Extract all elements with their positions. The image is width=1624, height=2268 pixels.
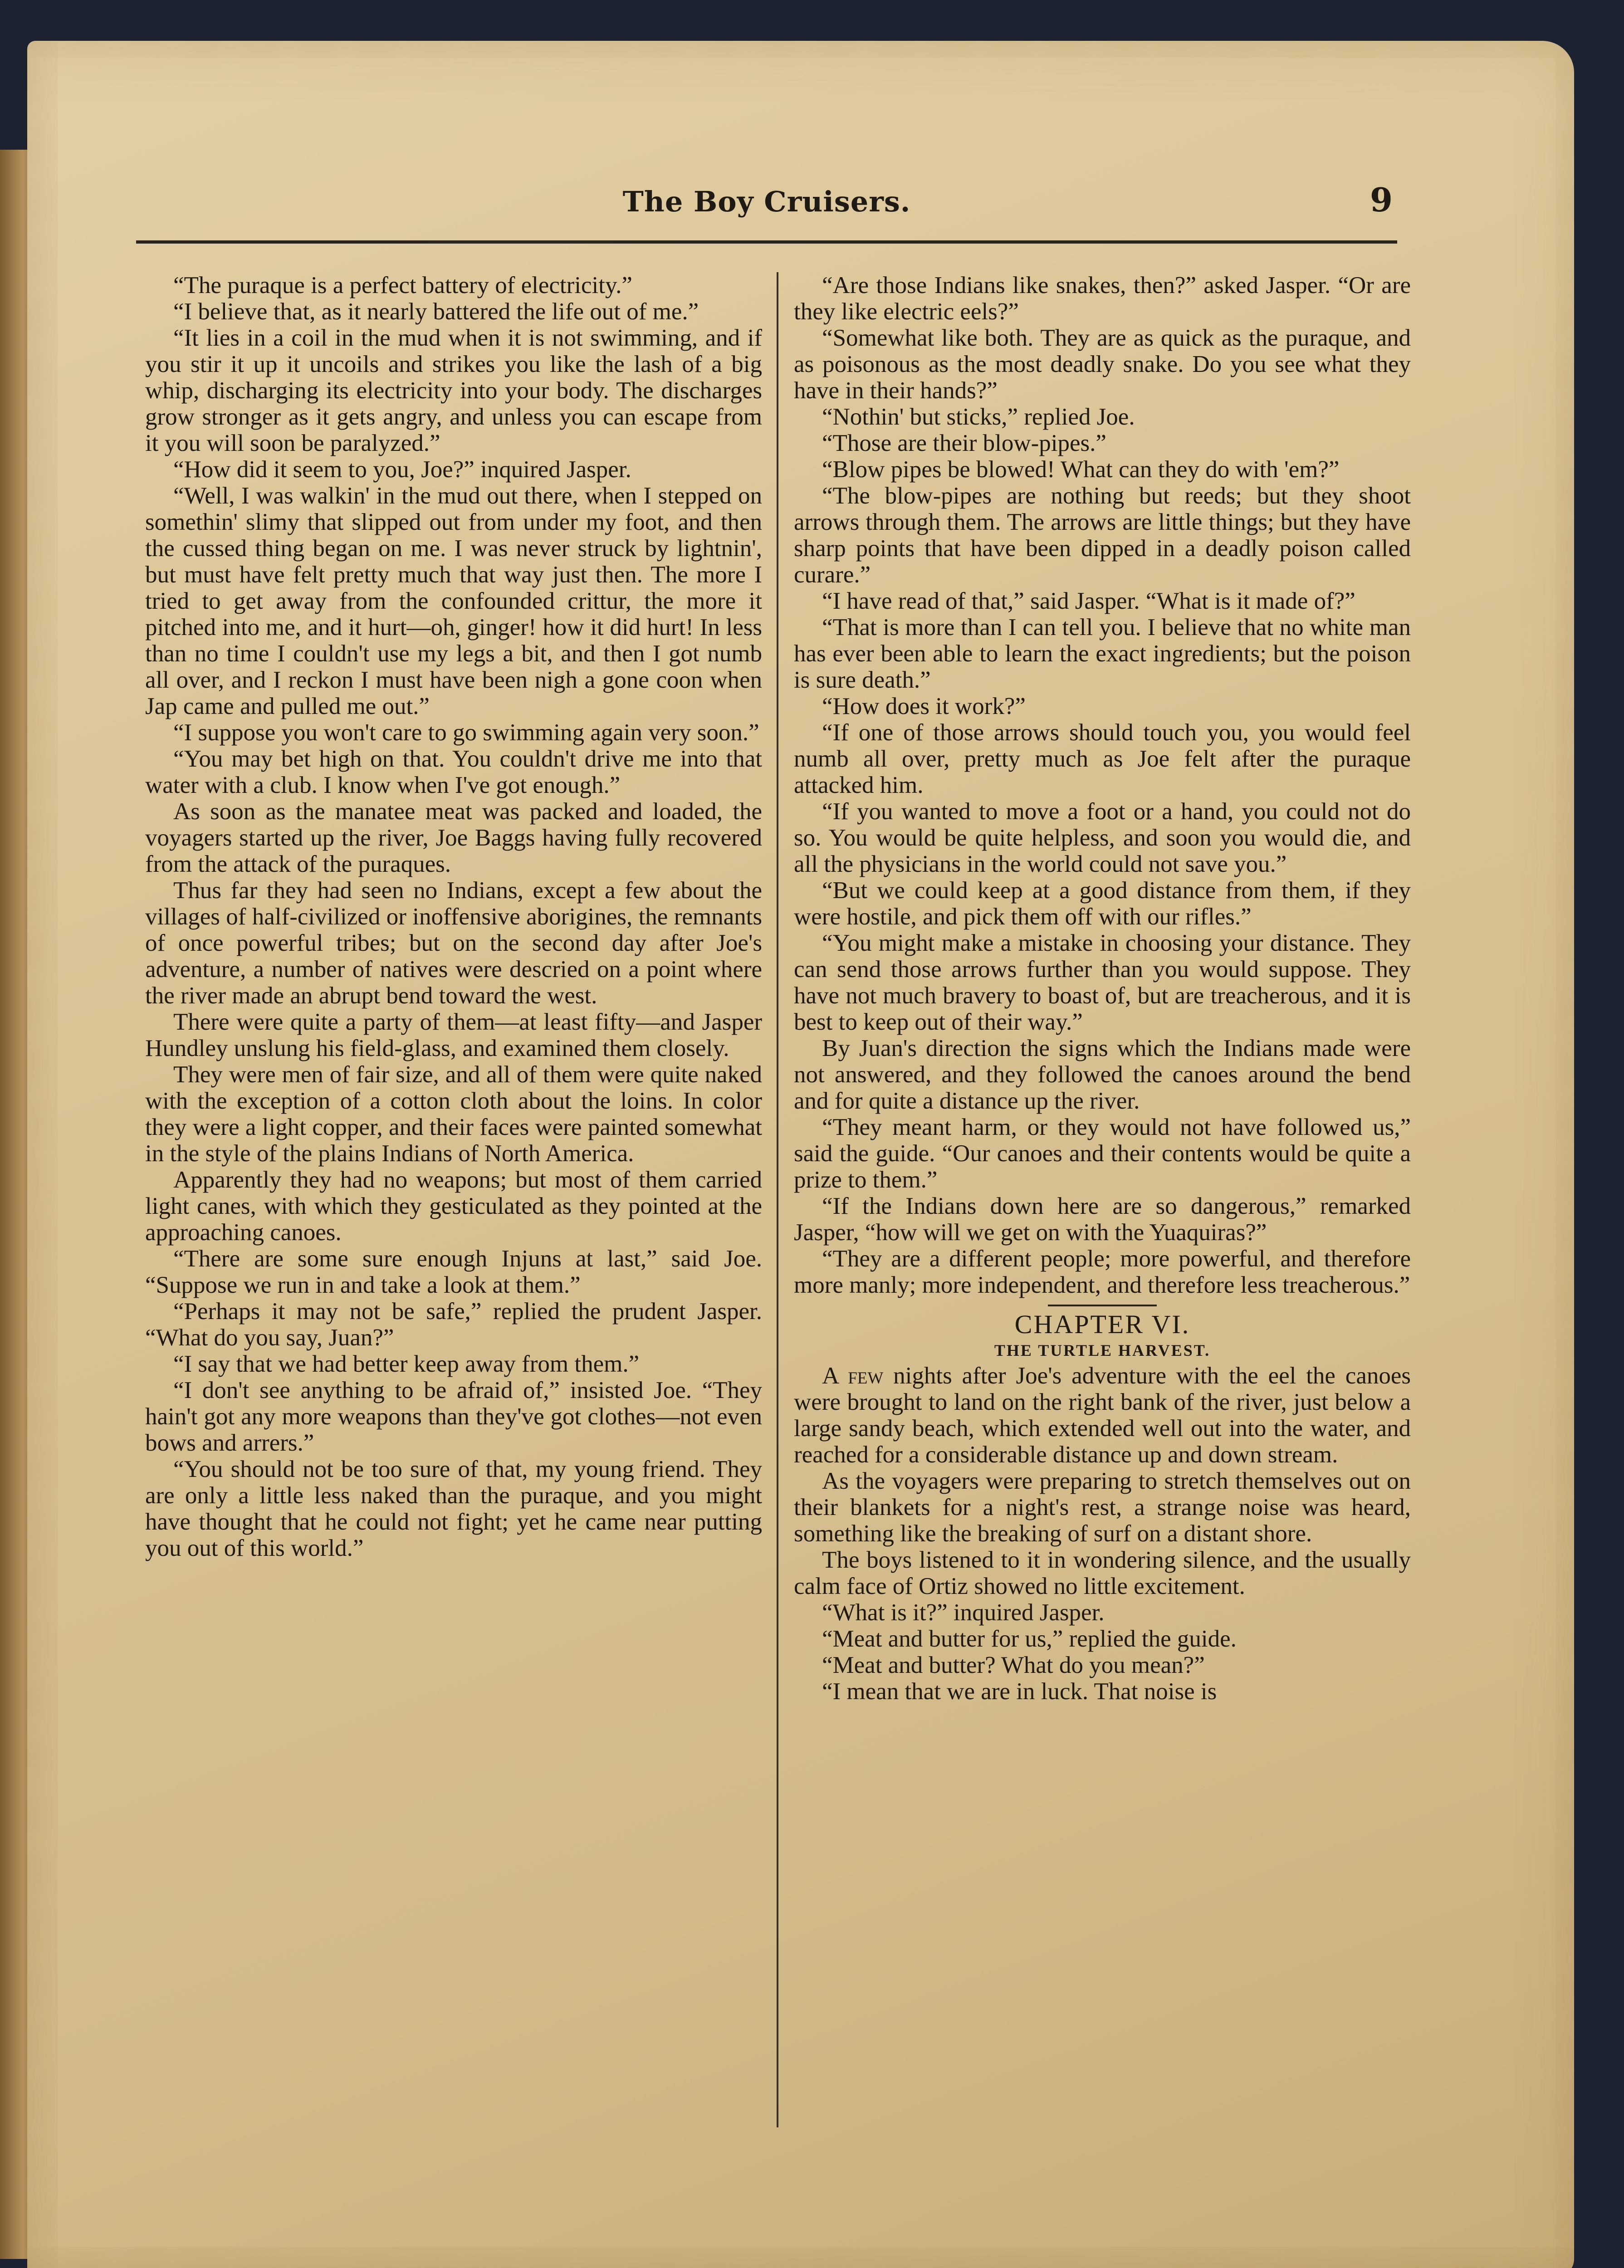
paragraph: “Those are their blow-pipes.”	[822, 430, 1106, 456]
paragraph: “The blow-pipes are nothing but reeds; but they shoot arrows through them. The arrows are little things; but they have sharp points that have been dipped in a deadly poison called curare.”	[794, 483, 1411, 588]
paragraph: “If you wanted to move a foot or a hand, you could not do so. You would be quite helpless, and soon you would die, and all the physicians in the world could not save you.”	[794, 798, 1411, 877]
paragraph: “How did it seem to you, Joe?” inquired Jasper.	[173, 456, 631, 483]
paragraph: The boys listened to it in wondering silence, and the usually calm face of Ortiz showed no little excitement.	[794, 1547, 1411, 1599]
paragraph: “How does it work?”	[822, 693, 1026, 719]
paragraph: As the voyagers were preparing to stretch themselves out on their blankets for a night's rest, a strange noise was heard, something like the breaking of surf on a distant shore.	[794, 1468, 1411, 1547]
paragraph: “You might make a mistake in choosing your distance. They can send those arrows further than you would suppose. They have not much bravery to boast of, but are treacherous, and it is best to keep out of their way.”	[794, 930, 1411, 1035]
paragraph: “There are some sure enough Injuns at last,” said Joe. “Suppose we run in and take a look at them.”	[145, 1246, 762, 1298]
paragraph: “I mean that we are in luck. That noise is	[822, 1678, 1217, 1705]
paragraph: “Nothin' but sticks,” replied Joe.	[822, 404, 1135, 430]
paragraph: “Perhaps it may not be safe,” replied the prudent Jasper. “What do you say, Juan?”	[145, 1298, 762, 1351]
paragraph: “But we could keep at a good distance from them, if they were hostile, and pick them off with our rifles.”	[794, 877, 1411, 930]
paragraph: Apparently they had no weapons; but most of them carried light canes, with which they gesticulated as they pointed at the approaching canoes.	[145, 1167, 762, 1246]
opening-words: A few	[822, 1363, 884, 1389]
chapter-divider	[1048, 1305, 1157, 1306]
paragraph: “You may bet high on that. You couldn't drive me into that water with a club. I know when I've got enough.”	[145, 746, 762, 798]
paragraph: Thus far they had seen no Indians, except a few about the villages of half-civilized or inoffensive aborigines, the remnants of once powerful tribes; but on the second day after Joe's adventure, a number of natives were descried on a point where the river made an abrupt bend toward the west.	[145, 877, 762, 1009]
chapter-subtitle: THE TURTLE HARVEST.	[994, 1341, 1211, 1359]
chapter-opening-paragraph	[794, 1363, 1411, 1468]
paragraph: “They meant harm, or they would not have followed us,” said the guide. “Our canoes and their contents would be quite a prize to them.”	[794, 1114, 1411, 1193]
paragraph: “That is more than I can tell you. I believe that no white man has ever been able to learn the exact ingredients; but the poison is sure death.”	[794, 614, 1411, 693]
running-title: The Boy Cruisers.	[622, 185, 911, 218]
right-column	[794, 272, 1411, 2123]
paragraph: They were men of fair size, and all of them were quite naked with the exception of a cotton cloth about the loins. In color they were a light copper, and their faces were painted somewhat in the style of the plains Indians of North America.	[145, 1061, 762, 1167]
paragraph: “I believe that, as it nearly battered the life out of me.”	[173, 298, 699, 325]
paragraph: “I don't see anything to be afraid of,” insisted Joe. “They hain't got any more weapons than they've got clothes—not even bows and arrers.”	[145, 1377, 762, 1456]
paragraph: “I say that we had better keep away from them.”	[173, 1351, 640, 1377]
paragraph: “You should not be too sure of that, my young friend. They are only a little less naked than the puraque, and you might have thought that he could not fight; yet he came near putting you out of this world.”	[145, 1456, 762, 1561]
column-rule	[777, 272, 778, 2127]
paragraph: “If the Indians down here are so dangerous,” remarked Jasper, “how will we get on with the Yuaquiras?”	[794, 1193, 1411, 1246]
paragraph: “I have read of that,” said Jasper. “What is it made of?”	[822, 588, 1355, 614]
paragraph: “Are those Indians like snakes, then?” asked Jasper. “Or are they like electric eels?”	[794, 272, 1411, 325]
paragraph: “Meat and butter? What do you mean?”	[822, 1652, 1205, 1678]
paragraph: “They are a different people; more powerful, and therefore more manly; more independent, and therefore less treacherous.”	[794, 1246, 1411, 1298]
opening-text: nights after Joe's adventure with the eel the canoes were brought to land on the right bank of the river, just below a large sandy beach, which extended well out into the water, and reached for a considerable distance up and down stream.	[794, 1363, 1411, 1468]
paragraph: “Meat and butter for us,” replied the guide.	[822, 1626, 1237, 1652]
left-column	[145, 272, 762, 2123]
paragraph: “Somewhat like both. They are as quick as the puraque, and as poisonous as the most deadly snake. Do you see what they have in their hands?”	[794, 325, 1411, 404]
paragraph: There were quite a party of them—at least fifty—and Jasper Hundley unslung his field-glass, and examined them closely.	[145, 1009, 762, 1061]
paragraph: As soon as the manatee meat was packed and loaded, the voyagers started up the river, Joe Baggs having fully recovered from the attack of the puraques.	[145, 798, 762, 877]
chapter-title: CHAPTER VI.	[1014, 1310, 1190, 1339]
page-number: 9	[1370, 181, 1393, 219]
paragraph: “It lies in a coil in the mud when it is not swimming, and if you stir it up it uncoils and strikes you like the lash of a big whip, discharging its electricity into your body. The discharges grow stronger as it gets angry, and unless you can escape from it you will soon be paralyzed.”	[145, 325, 762, 456]
running-head	[136, 172, 1397, 244]
paragraph: “The puraque is a perfect battery of electricity.”	[173, 272, 632, 298]
paragraph: By Juan's direction the signs which the Indians made were not answered, and they followed the canoes around the bend and for quite a distance up the river.	[794, 1035, 1411, 1114]
paragraph: “I suppose you won't care to go swimming again very soon.”	[173, 719, 759, 746]
paragraph: “What is it?” inquired Jasper.	[822, 1599, 1105, 1626]
paragraph: “Well, I was walkin' in the mud out there, when I stepped on somethin' slimy that slipped out from under my foot, and then the cussed thing began on me. I was never struck by lightnin', but must have felt pretty much that way just then. The more I tried to get away from the confounded crittur, the more it pitched into me, and it hurt—oh, ginger! how it did hurt! In less than no time I couldn't use my legs a bit, and then I got numb all over, and I reckon I must have been nigh a gone coon when Jap came and pulled me out.”	[145, 483, 762, 719]
paragraph: “Blow pipes be blowed! What can they do with 'em?”	[822, 456, 1340, 483]
paragraph: “If one of those arrows should touch you, you would feel numb all over, pretty much as Joe felt after the puraque attacked him.	[794, 719, 1411, 798]
